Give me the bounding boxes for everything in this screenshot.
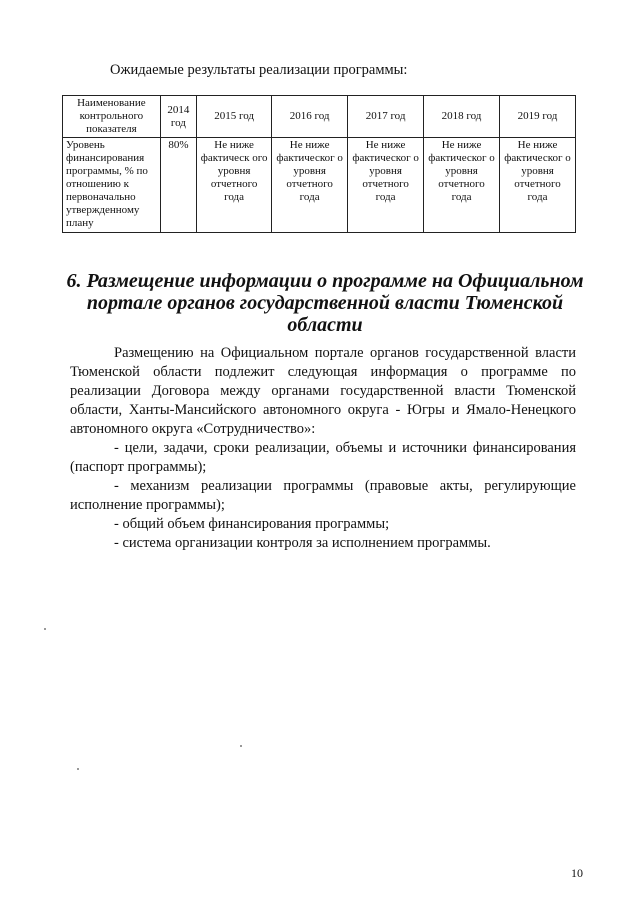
table-row [63,138,576,233]
scan-speck [77,768,79,770]
header-indicator-name: Наименование контрольного показателя [63,96,161,138]
page-number: 10 [571,866,583,880]
scan-speck [240,745,242,747]
section-paragraph: Размещению на Официальном портале органов государственной власти Тюменской области подлежит следующая информация о программе по реализации Договора между органами государственной власти Тюменской области, Ханты-Мансийского автономного округа - Югры и Ямало-Ненецкого автономного округа «Сотрудничество»: [70,345,576,437]
section-title: 6. Размещение информации о программе на Официальном портале органов государственной власти Тюменской области [66,270,584,336]
header-2015: 2015 год [197,96,272,138]
cell-2019: Не ниже фактическог о уровня отчетного года [500,138,576,233]
header-2019: 2019 год [500,96,576,138]
results-table [62,95,576,233]
header-2018: 2018 год [424,96,500,138]
cell-2015: Не ниже фактическ ого уровня отчетного года [197,138,272,233]
cell-2014: 80% [160,138,196,233]
cell-2016: Не ниже фактическог о уровня отчетного года [272,138,348,233]
list-item: - механизм реализации программы (правовые акты, регулирующие исполнение программы); [70,478,576,513]
list-item: - цели, задачи, сроки реализации, объемы и источники финансирования (паспорт программы); [70,440,576,475]
section-body [70,344,576,553]
scan-speck [44,628,46,630]
table-header-row [63,96,576,138]
list-item: - система организации контроля за исполнением программы. [114,535,491,551]
cell-2018: Не ниже фактическог о уровня отчетного года [424,138,500,233]
list-item: - общий объем финансирования программы; [114,516,390,532]
header-2017: 2017 год [348,96,424,138]
intro-text: Ожидаемые результаты реализации программы: [110,62,408,78]
cell-indicator-name: Уровень финансирования программы, % по отношению к первоначально утвержденному плану [63,138,161,233]
header-2016: 2016 год [272,96,348,138]
cell-2017: Не ниже фактическог о уровня отчетного года [348,138,424,233]
header-2014: 2014 год [160,96,196,138]
